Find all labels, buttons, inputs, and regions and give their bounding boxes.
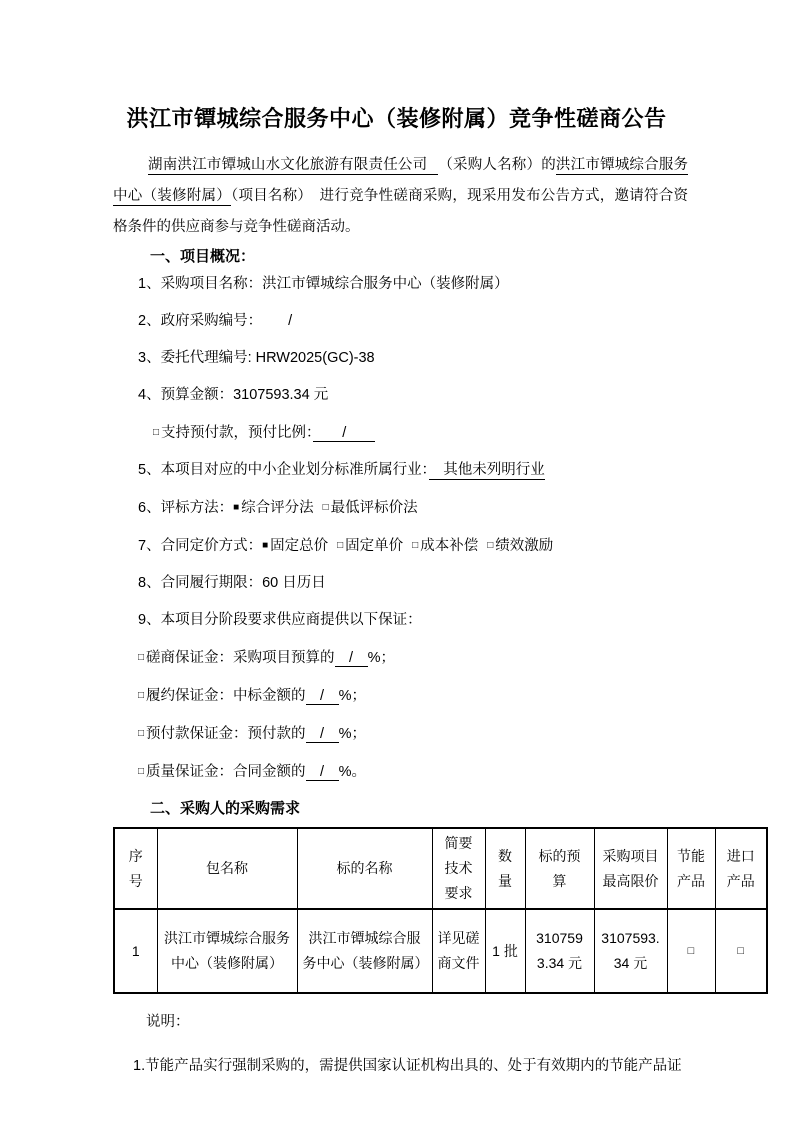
option-fixed-unit-price [337, 538, 403, 554]
item-6-label: 6、评标方法： [138, 500, 234, 516]
guarantee-blank: / [305, 726, 339, 742]
item-2-value: / [288, 313, 293, 329]
checkbox-checked-icon: ■ [262, 540, 269, 551]
item-3-label: 3、委托代理编号: [138, 350, 256, 366]
guarantee-item-prepayment [138, 723, 765, 745]
header-imported: 进口产品 [715, 828, 767, 909]
guarantee-suffix: %； [338, 688, 366, 704]
intro-paragraph [113, 150, 688, 243]
item-contract-pricing [138, 535, 765, 557]
item-3-value: HRW2025(GC)-38 [255, 350, 375, 366]
cell-serial-no: 1 [114, 909, 157, 993]
guarantee-blank: / [305, 764, 339, 780]
guarantee-text: 预付款保证金：预付款的 [146, 726, 306, 742]
item-evaluation-method [138, 497, 765, 519]
prepay-blank: / [313, 425, 376, 441]
header-subject-name: 标的名称 [297, 828, 432, 909]
item-industry-classification [138, 460, 765, 481]
item-1-label: 1、采购项目名称： [138, 276, 263, 292]
option-label: 综合评分法 [241, 500, 314, 516]
option-fixed-total-price [262, 538, 328, 554]
checkbox-unchecked-icon: □ [138, 652, 145, 663]
item-5-value: 其他未列明行业 [428, 462, 545, 478]
table-data-row [114, 909, 767, 993]
guarantee-item-quality [138, 761, 765, 783]
guarantee-blank: / [305, 688, 339, 704]
item-agency-no [138, 348, 765, 369]
item-budget-amount [138, 385, 765, 406]
checkbox-unchecked-icon: □ [153, 427, 160, 438]
section-1-heading: 一、项目概况： [150, 248, 256, 265]
option-label: 绩效激励 [495, 538, 554, 554]
item-1-value: 洪江市镡城综合服务中心（装修附属） [262, 276, 509, 292]
guarantee-text: 履约保证金：中标金额的 [146, 688, 306, 704]
page-title: 洪江市镡城综合服务中心（装修附属）竞争性磋商公告 [126, 106, 667, 131]
item-9-label: 9、本项目分阶段要求供应商提供以下保证： [138, 612, 422, 628]
cell-subject-name: 洪江市镡城综合服务中心（装修附属） [297, 909, 432, 993]
guarantee-blank: / [334, 650, 368, 666]
section-2-heading: 二、采购人的采购需求 [150, 800, 301, 817]
option-comprehensive-scoring [233, 500, 314, 516]
cell-subject-budget: 3107593.34 元 [525, 909, 594, 993]
guarantee-text: 质量保证金：合同金额的 [146, 764, 306, 780]
option-label: 固定总价 [270, 538, 329, 554]
procurement-requirements-table [113, 827, 768, 994]
header-energy-saving: 节能产品 [667, 828, 715, 909]
item-4-value: 3107593.34 元 [233, 387, 329, 403]
cell-quantity: 1 批 [485, 909, 525, 993]
header-package-name: 包名称 [157, 828, 297, 909]
option-cost-compensation [412, 538, 478, 554]
note-energy-products: 1.节能产品实行强制采购的，需提供国家认证机构出具的、处于有效期内的节能产品证 [133, 1058, 682, 1074]
header-serial-no: 序号 [114, 828, 157, 909]
option-performance-incentive [487, 538, 553, 554]
item-prepayment-option [153, 422, 765, 444]
item-guarantee-intro [138, 610, 765, 631]
guarantee-item-consultation [138, 647, 765, 669]
item-gov-procurement-no [138, 311, 765, 332]
guarantee-item-performance [138, 685, 765, 707]
header-quantity: 数量 [485, 828, 525, 909]
checkbox-checked-icon: ■ [233, 502, 240, 513]
checkbox-unchecked-icon: □ [138, 728, 145, 739]
option-lowest-price [323, 500, 418, 516]
checkbox-unchecked-icon: □ [337, 540, 344, 551]
checkbox-unchecked-icon: □ [487, 540, 494, 551]
item-5-label: 5、本项目对应的中小企业划分标准所属行业： [138, 462, 429, 478]
guarantee-suffix: %； [338, 726, 366, 742]
item-7-label: 7、合同定价方式： [138, 538, 263, 554]
checkbox-unchecked-icon: □ [322, 502, 329, 513]
guarantee-text: 磋商保证金：采购项目预算的 [146, 650, 335, 666]
cell-energy-saving-checkbox: □ [667, 909, 715, 993]
table-header-row [114, 828, 767, 909]
header-subject-budget: 标的预算 [525, 828, 594, 909]
cell-imported-checkbox: □ [715, 909, 767, 993]
guarantee-suffix: %。 [338, 764, 366, 780]
header-tech-requirements: 简要技术要求 [432, 828, 485, 909]
option-label: 成本补偿 [420, 538, 479, 554]
item-purchase-project-name [138, 274, 765, 295]
purchaser-name: 湖南洪江市镡城山水文化旅游有限责任公司 [148, 157, 438, 175]
checkbox-unchecked-icon: □ [412, 540, 419, 551]
item-2-label: 2、政府采购编号： [138, 313, 263, 329]
cell-max-price: 3107593.34 元 [594, 909, 667, 993]
purchaser-label: （采购人名称）的 [438, 157, 556, 173]
intro-rest-text: （项目名称） 进行竞争性磋商采购，现采用发布公告方式，邀请符合资格条件的供应商参与竞争性磋商活动。 [113, 188, 689, 235]
header-max-price: 采购项目最高限价 [594, 828, 667, 909]
item-contract-duration [138, 573, 765, 594]
item-4-label: 4、预算金额： [138, 387, 234, 403]
checkbox-unchecked-icon: □ [138, 766, 145, 777]
option-label: 固定单价 [345, 538, 404, 554]
item-8-value: 60 日历日 [262, 575, 326, 591]
option-label: 最低评标价法 [330, 500, 418, 516]
checkbox-unchecked-icon: □ [138, 690, 145, 701]
notes-label: 说明： [146, 1014, 190, 1030]
item-8-label: 8、合同履行期限： [138, 575, 263, 591]
cell-tech-requirements: 详见磋商文件 [432, 909, 485, 993]
cell-package-name: 洪江市镡城综合服务中心（装修附属） [157, 909, 297, 993]
guarantee-suffix: %； [367, 650, 395, 666]
project-name: 洪江市镡城综合服务中心（装修附属） [113, 157, 689, 204]
prepay-label: 支持预付款，预付比例： [161, 425, 314, 441]
